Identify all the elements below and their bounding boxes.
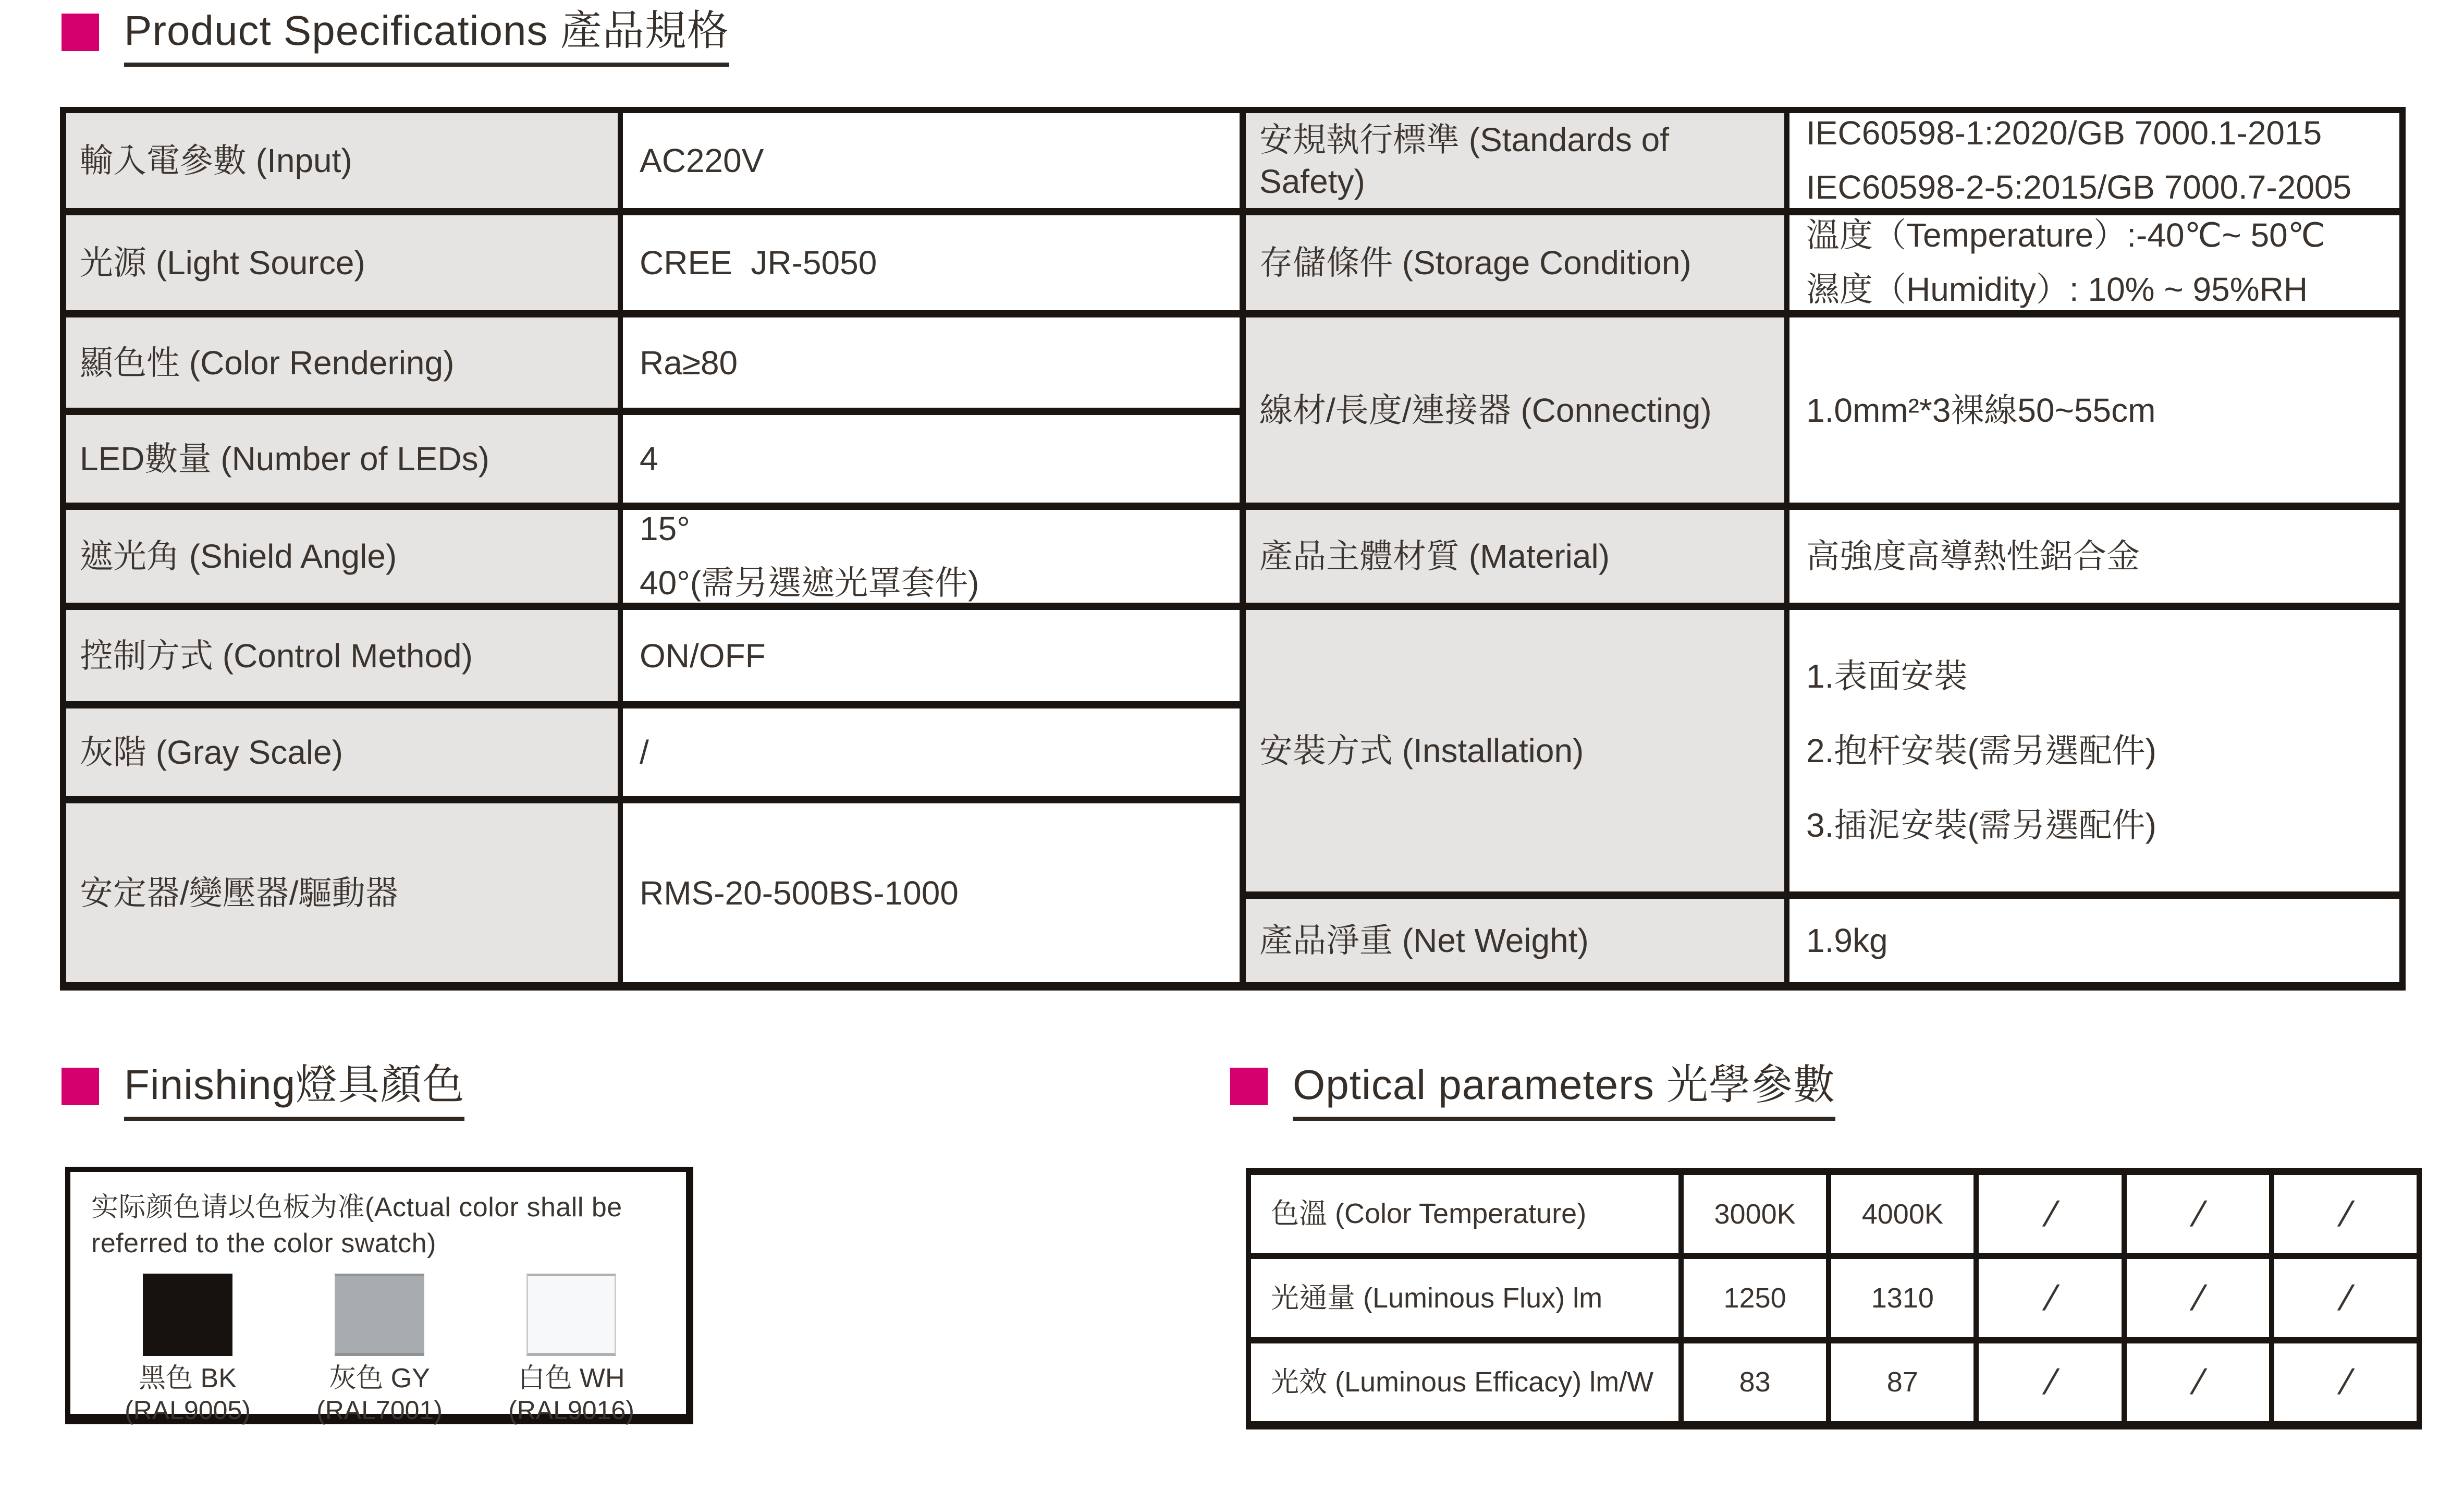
optical-label: 色溫 (Color Temperature) xyxy=(1271,1198,1587,1230)
spec-value: Ra≥80 xyxy=(623,317,1240,408)
table-row xyxy=(1251,1175,2417,1253)
optical-value: / xyxy=(1973,1259,2121,1337)
spec-table-left-half xyxy=(66,113,1246,982)
optical-value: / xyxy=(2122,1343,2269,1421)
spec-label: 灰階 (Gray Scale) xyxy=(66,708,623,796)
spec-label: 安定器/變壓器/驅動器 xyxy=(66,803,623,982)
section-optical-parameters xyxy=(1230,1061,1835,1121)
optical-value: / xyxy=(2122,1175,2269,1253)
optical-value: / xyxy=(2269,1175,2417,1253)
table-row xyxy=(1246,891,2399,982)
spec-value: 15° 40°(需另選遮光罩套件) xyxy=(623,510,1240,603)
finishing-color-box xyxy=(65,1167,693,1424)
white-color-swatch xyxy=(526,1274,616,1356)
spec-label: 安裝方式 (Installation) xyxy=(1246,610,1789,891)
spec-value: / xyxy=(623,708,1240,796)
table-row xyxy=(1246,603,2399,891)
swatch-ral-code: (RAL7001) xyxy=(316,1396,443,1425)
swatch-white xyxy=(508,1274,634,1426)
spec-label: 安規執行標準 (Standards of Safety) xyxy=(1246,113,1789,208)
swatch-name: 黑色 BK xyxy=(139,1363,237,1394)
optical-title: Optical parameters 光學參數 xyxy=(1293,1061,1835,1121)
table-row xyxy=(66,503,1240,603)
table-row xyxy=(66,603,1240,701)
table-row xyxy=(1246,208,2399,310)
spec-label: 產品主體材質 (Material) xyxy=(1246,510,1789,603)
table-row xyxy=(66,113,1240,208)
section-bullet-icon xyxy=(62,14,99,51)
spec-label: 顯色性 (Color Rendering) xyxy=(66,317,623,408)
product-spec-table xyxy=(60,107,2406,991)
table-row xyxy=(66,796,1240,982)
optical-label: 光效 (Luminous Efficacy) lm/W xyxy=(1271,1366,1654,1398)
table-row xyxy=(1246,310,2399,503)
swatch-ral-code: (RAL9005) xyxy=(125,1396,251,1425)
spec-value: RMS-20-500BS-1000 xyxy=(623,803,1240,982)
spec-value: AC220V xyxy=(623,113,1240,208)
section-bullet-icon xyxy=(62,1068,99,1105)
spec-value: 4 xyxy=(623,415,1240,503)
finishing-title: Finishing燈具顏色 xyxy=(124,1061,464,1121)
color-swatch-note: 实际颜色请以色板为准(Actual color shall be referred to the color swatch) xyxy=(91,1192,622,1258)
optical-value: 83 xyxy=(1678,1343,1826,1421)
swatch-black xyxy=(125,1274,251,1426)
swatch-name: 白色 WH xyxy=(518,1363,625,1394)
table-row xyxy=(66,701,1240,796)
spec-value: ON/OFF xyxy=(623,610,1240,701)
spec-label: 產品淨重 (Net Weight) xyxy=(1246,899,1789,982)
swatch-row xyxy=(125,1274,676,1426)
optical-value: / xyxy=(2269,1343,2417,1421)
spec-label: 線材/長度/連接器 (Connecting) xyxy=(1246,317,1789,503)
grey-color-swatch xyxy=(335,1274,424,1356)
optical-value: / xyxy=(1973,1175,2121,1253)
optical-label: 光通量 (Luminous Flux) lm xyxy=(1271,1282,1603,1314)
optical-value: / xyxy=(1973,1343,2121,1421)
spec-table-right-half xyxy=(1246,113,2399,982)
spec-value: 1.0mm²*3裸線50~55cm xyxy=(1789,317,2399,503)
table-row xyxy=(1251,1253,2417,1337)
spec-value: 1.9kg xyxy=(1789,899,2399,982)
spec-value: 1.表面安裝 2.抱杆安裝(需另選配件) 3.插泥安裝(需另選配件) xyxy=(1789,610,2399,891)
spec-value: IEC60598-1:2020/GB 7000.1-2015 IEC60598-2-5:2015/GB 7000.7-2005 xyxy=(1789,113,2399,208)
optical-value: / xyxy=(2269,1259,2417,1337)
table-row xyxy=(1251,1337,2417,1421)
section-bullet-icon xyxy=(1230,1068,1268,1105)
optical-value: / xyxy=(2122,1259,2269,1337)
swatch-name: 灰色 GY xyxy=(329,1363,430,1394)
spec-label: 遮光角 (Shield Angle) xyxy=(66,510,623,603)
spec-value: 溫度（Temperature）:-40℃~ 50℃ 濕度（Humidity）: 10% ~ 95%RH xyxy=(1789,215,2399,310)
spec-label: 存儲條件 (Storage Condition) xyxy=(1246,215,1789,310)
optical-value: 87 xyxy=(1826,1343,1973,1421)
swatch-ral-code: (RAL9016) xyxy=(508,1396,634,1425)
optical-value: 4000K xyxy=(1826,1175,1973,1253)
table-row xyxy=(66,408,1240,503)
spec-label: LED數量 (Number of LEDs) xyxy=(66,415,623,503)
page-title: Product Specifications 產品規格 xyxy=(124,7,729,67)
table-row xyxy=(1246,503,2399,603)
section-product-specifications xyxy=(62,7,729,67)
black-color-swatch xyxy=(143,1274,232,1356)
optical-parameters-table xyxy=(1246,1168,2422,1429)
spec-label: 控制方式 (Control Method) xyxy=(66,610,623,701)
optical-value: 3000K xyxy=(1678,1175,1826,1253)
table-row xyxy=(1246,113,2399,208)
spec-label: 光源 (Light Source) xyxy=(66,215,623,310)
table-row xyxy=(66,208,1240,310)
optical-value: 1310 xyxy=(1826,1259,1973,1337)
spec-value: 高強度高導熱性鋁合金 xyxy=(1789,510,2399,603)
swatch-grey xyxy=(316,1274,443,1426)
table-row xyxy=(66,310,1240,408)
spec-value: CREE JR-5050 xyxy=(623,215,1240,310)
section-finishing xyxy=(62,1061,464,1121)
spec-label: 輸入電參數 (Input) xyxy=(66,113,623,208)
optical-value: 1250 xyxy=(1678,1259,1826,1337)
